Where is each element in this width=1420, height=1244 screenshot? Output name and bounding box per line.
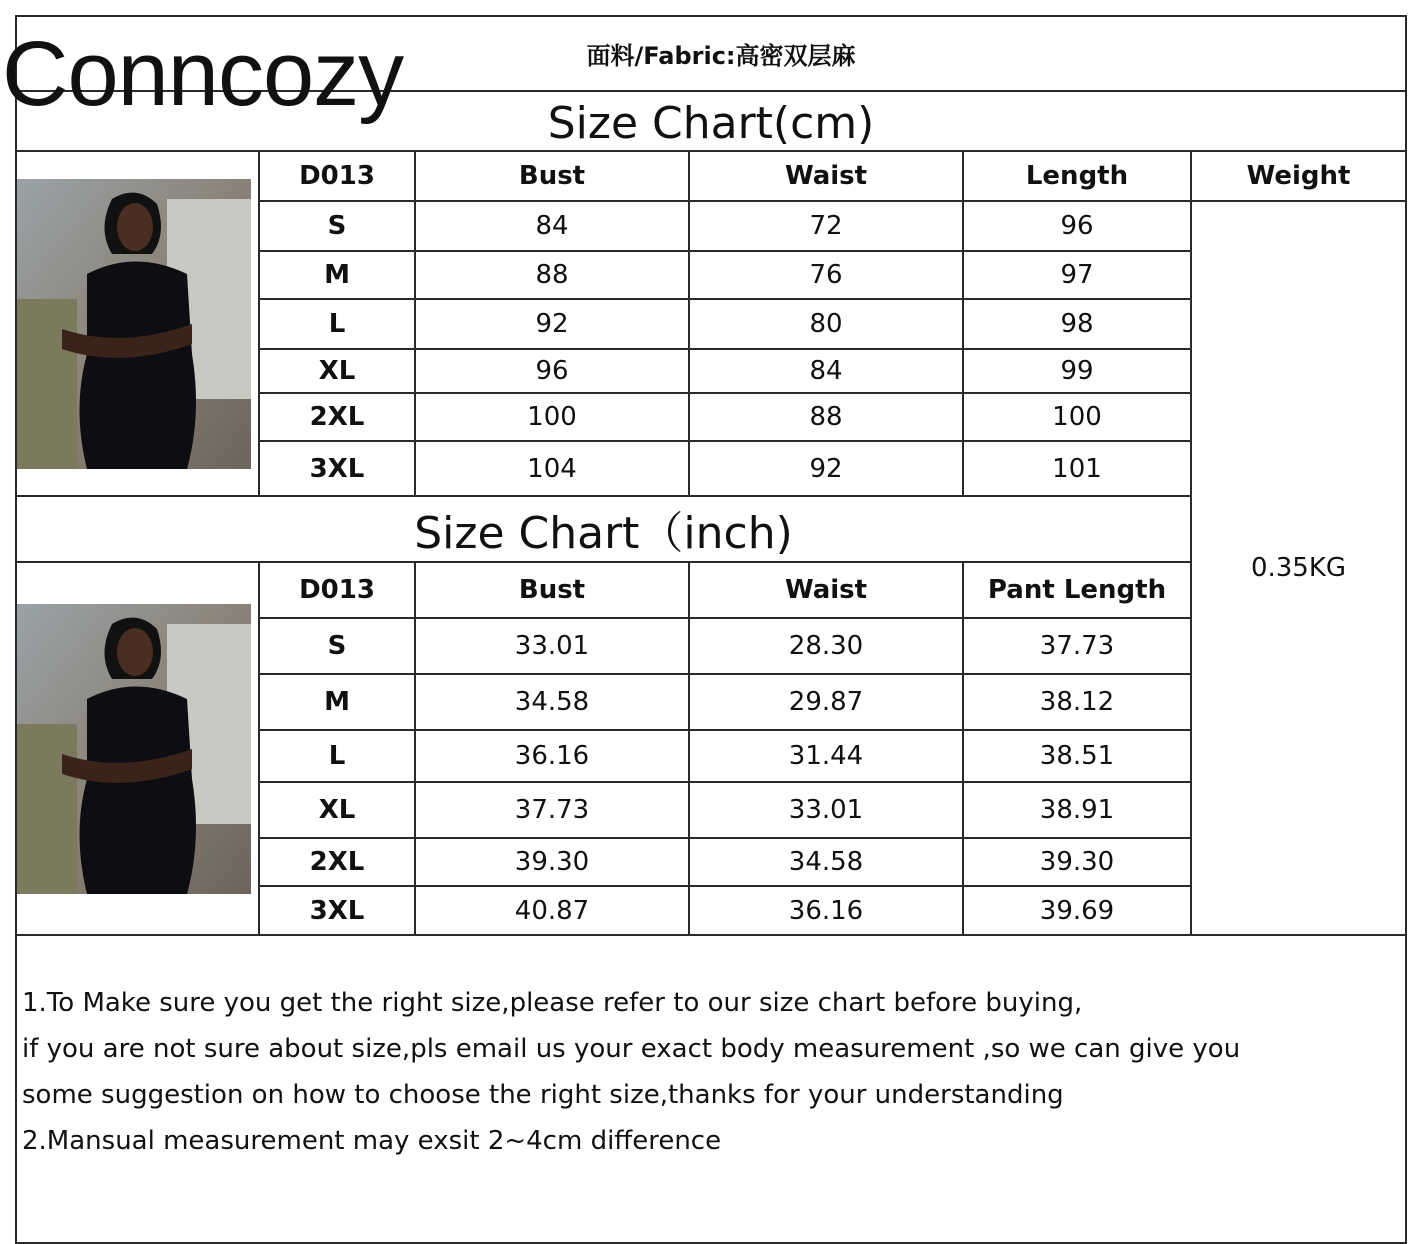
bust-cell: 92	[415, 299, 689, 349]
woman-in-black-dress-photo	[17, 604, 251, 894]
size-cell: M	[259, 674, 415, 730]
length-cell: 39.30	[963, 838, 1191, 886]
size-cell: 3XL	[259, 441, 415, 496]
bust-cell: 33.01	[415, 618, 689, 674]
waist-cell: 34.58	[689, 838, 963, 886]
size-cell: 3XL	[259, 886, 415, 935]
inch-chart-title: Size Chart（inch)	[16, 496, 1191, 562]
header-waist: Waist	[689, 562, 963, 618]
length-cell: 100	[963, 393, 1191, 441]
size-cell: L	[259, 299, 415, 349]
bust-cell: 39.30	[415, 838, 689, 886]
header-weight: Weight	[1191, 151, 1406, 201]
length-cell: 38.12	[963, 674, 1191, 730]
waist-cell: 28.30	[689, 618, 963, 674]
waist-cell: 29.87	[689, 674, 963, 730]
header-bust: Bust	[415, 151, 689, 201]
weight-value: 0.35KG	[1191, 201, 1406, 935]
note-line: 2.Mansual measurement may exsit 2~4cm difference	[22, 1126, 722, 1156]
header-bust: Bust	[415, 562, 689, 618]
note-line: some suggestion on how to choose the right size,thanks for your understanding	[22, 1080, 1064, 1110]
size-cell: 2XL	[259, 838, 415, 886]
length-cell: 39.69	[963, 886, 1191, 935]
cm-chart-title: Size Chart(cm)	[16, 91, 1406, 151]
waist-cell: 80	[689, 299, 963, 349]
size-cell: M	[259, 251, 415, 299]
bust-cell: 104	[415, 441, 689, 496]
product-photo-1	[16, 151, 259, 496]
woman-in-black-dress-photo	[17, 179, 251, 469]
length-cell: 37.73	[963, 618, 1191, 674]
note-line: if you are not sure about size,pls email us your exact body measurement ,so we can give you	[22, 1034, 1241, 1064]
length-cell: 96	[963, 201, 1191, 251]
brand-logo: Conncozy	[2, 23, 404, 125]
header-pant-length: Pant Length	[963, 562, 1191, 618]
bust-cell: 96	[415, 349, 689, 393]
size-cell: S	[259, 618, 415, 674]
header-model: D013	[259, 562, 415, 618]
bust-cell: 37.73	[415, 782, 689, 838]
fabric-info: 面料/Fabric:高密双层麻	[16, 16, 1406, 91]
waist-cell: 84	[689, 349, 963, 393]
waist-cell: 31.44	[689, 730, 963, 782]
waist-cell: 72	[689, 201, 963, 251]
length-cell: 38.51	[963, 730, 1191, 782]
bust-cell: 100	[415, 393, 689, 441]
bust-cell: 84	[415, 201, 689, 251]
size-chart-table	[15, 15, 1407, 1244]
waist-cell: 92	[689, 441, 963, 496]
bust-cell: 40.87	[415, 886, 689, 935]
waist-cell: 36.16	[689, 886, 963, 935]
notes	[16, 935, 1406, 1243]
header-waist: Waist	[689, 151, 963, 201]
bust-cell: 36.16	[415, 730, 689, 782]
size-cell: XL	[259, 782, 415, 838]
size-cell: XL	[259, 349, 415, 393]
waist-cell: 76	[689, 251, 963, 299]
waist-cell: 88	[689, 393, 963, 441]
bust-cell: 88	[415, 251, 689, 299]
length-cell: 98	[963, 299, 1191, 349]
header-model: D013	[259, 151, 415, 201]
length-cell: 99	[963, 349, 1191, 393]
header-length: Length	[963, 151, 1191, 201]
length-cell: 101	[963, 441, 1191, 496]
length-cell: 97	[963, 251, 1191, 299]
product-photo-2	[16, 562, 259, 935]
length-cell: 38.91	[963, 782, 1191, 838]
size-cell: 2XL	[259, 393, 415, 441]
bust-cell: 34.58	[415, 674, 689, 730]
waist-cell: 33.01	[689, 782, 963, 838]
note-line: 1.To Make sure you get the right size,please refer to our size chart before buying,	[22, 988, 1083, 1018]
size-cell: S	[259, 201, 415, 251]
size-cell: L	[259, 730, 415, 782]
